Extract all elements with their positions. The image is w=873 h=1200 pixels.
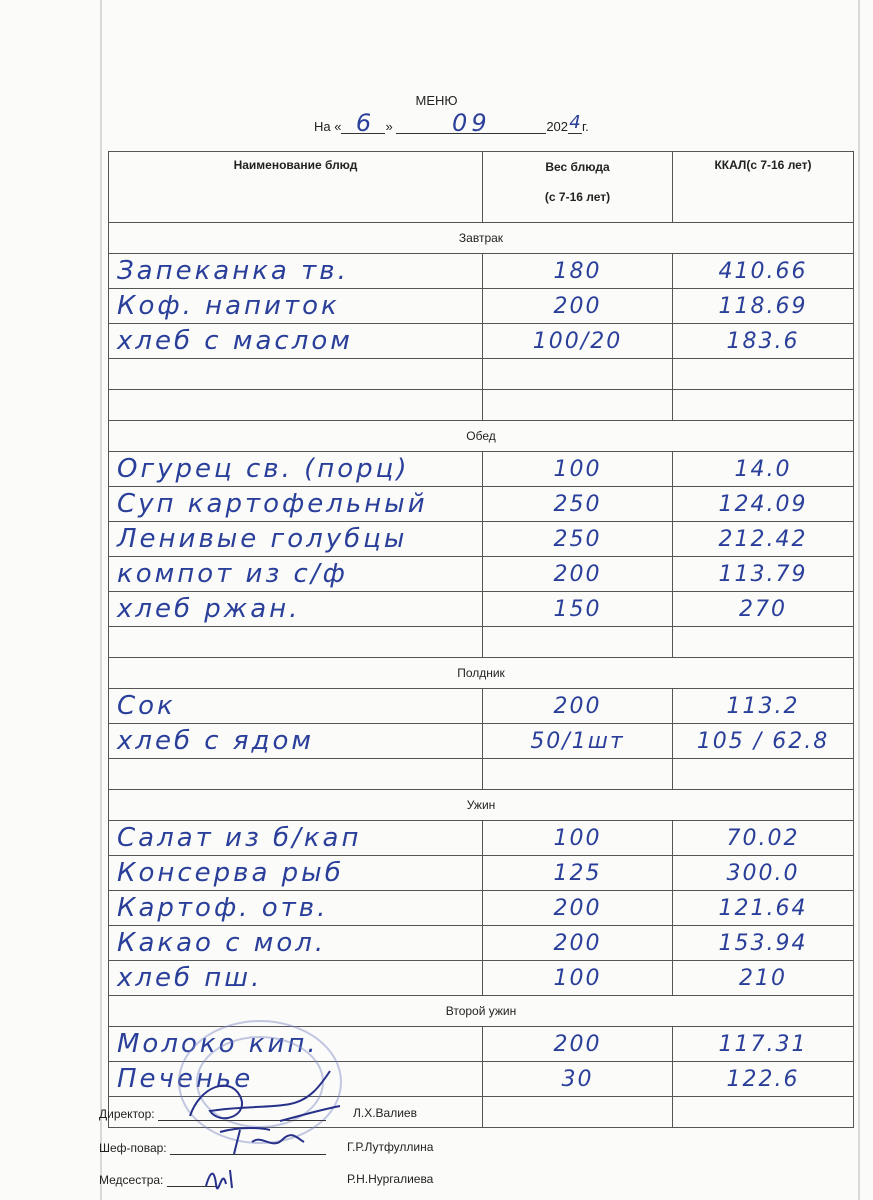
- day-value: 6: [355, 109, 372, 137]
- table-row: [109, 522, 854, 557]
- table-row: [109, 592, 854, 627]
- menu-table: [108, 151, 854, 1128]
- dish-weight: 100: [553, 965, 602, 991]
- signature-role: Директор:: [99, 1107, 155, 1121]
- dish-name: Сок: [117, 691, 176, 721]
- dish-kcal: 124.09: [718, 491, 808, 517]
- dish-kcal: 113.79: [718, 561, 808, 587]
- col-weight-line1: Вес блюда: [545, 160, 610, 174]
- empty-row: [109, 390, 854, 421]
- dish-kcal: 212.42: [718, 526, 808, 552]
- dish-kcal: 153.94: [718, 930, 808, 956]
- year-prefix: 202: [546, 119, 569, 134]
- dish-name: Картоф. отв.: [117, 893, 329, 923]
- dish-name: Печенье: [117, 1064, 254, 1094]
- dish-kcal: 70.02: [726, 825, 800, 851]
- dish-name: Огурец св. (порц): [117, 454, 410, 484]
- dish-name: хлеб с ядом: [117, 726, 314, 756]
- section-title: Обед: [109, 421, 854, 452]
- dish-weight: 100/20: [532, 328, 623, 354]
- col-weight-header: [483, 152, 673, 223]
- table-row: [109, 487, 854, 522]
- dish-kcal: 183.6: [726, 328, 800, 354]
- dish-name: Какао с мол.: [117, 928, 327, 958]
- section-title: Второй ужин: [109, 996, 854, 1027]
- page-title: МЕНЮ: [415, 93, 458, 108]
- dish-weight: 100: [553, 825, 602, 851]
- signature-name: Л.Х.Валиев: [353, 1106, 417, 1120]
- month-slot: [396, 109, 546, 137]
- table-row: [109, 856, 854, 891]
- signature-role: Шеф-повар:: [99, 1141, 167, 1155]
- year-suffix: г.: [582, 119, 589, 134]
- section-title: Полдник: [109, 658, 854, 689]
- dish-kcal: 410.66: [718, 258, 808, 284]
- dish-name: хлеб пш.: [117, 963, 263, 993]
- dish-weight: 200: [553, 1031, 602, 1057]
- scan-edge-right: [858, 0, 860, 1200]
- dish-weight: 30: [561, 1066, 594, 1092]
- dish-name: Ленивые голубцы: [117, 524, 408, 554]
- dish-kcal: 105 / 62.8: [696, 728, 830, 754]
- date-prefix: На «: [314, 119, 342, 134]
- signature-name: Р.Н.Нургалиева: [347, 1172, 434, 1186]
- year-slot: [568, 112, 582, 134]
- table-row: [109, 254, 854, 289]
- table-row: [109, 891, 854, 926]
- dish-kcal: 270: [739, 596, 787, 622]
- year-digit: 4: [569, 112, 581, 133]
- col-kcal-header: ККАЛ(с 7-16 лет): [673, 152, 854, 223]
- section-row: [109, 996, 854, 1027]
- dish-weight: 250: [553, 491, 602, 517]
- dish-kcal: 300.0: [726, 860, 800, 886]
- dish-kcal: 118.69: [718, 293, 808, 319]
- col-name-header: Наименование блюд: [109, 152, 483, 223]
- dish-weight: 200: [553, 930, 602, 956]
- dish-name: хлеб с маслом: [117, 326, 353, 356]
- dish-weight: 180: [553, 258, 602, 284]
- section-row: [109, 421, 854, 452]
- dish-kcal: 113.2: [726, 693, 800, 719]
- dish-kcal: 117.31: [718, 1031, 808, 1057]
- table-row: [109, 289, 854, 324]
- dish-kcal: 122.6: [726, 1066, 800, 1092]
- dish-weight: 50/1шт: [530, 728, 625, 754]
- table-row: [109, 724, 854, 759]
- scan-edge-left: [100, 0, 102, 1200]
- dish-weight: 125: [553, 860, 602, 886]
- dish-weight: 100: [553, 456, 602, 482]
- empty-row: [109, 759, 854, 790]
- chef-signature-mark: [212, 1120, 312, 1160]
- dish-weight: 200: [553, 561, 602, 587]
- dish-kcal: 210: [739, 965, 787, 991]
- day-suffix: »: [385, 119, 393, 134]
- dish-weight: 200: [553, 693, 602, 719]
- table-row: [109, 926, 854, 961]
- date-line: [314, 109, 589, 137]
- dish-name: Суп картофельный: [117, 489, 428, 519]
- table-row: [109, 961, 854, 996]
- empty-row: [109, 627, 854, 658]
- dish-weight: 250: [553, 526, 602, 552]
- dish-kcal: 121.64: [718, 895, 808, 921]
- dish-name: хлеб ржан.: [117, 594, 301, 624]
- section-row: [109, 223, 854, 254]
- section-row: [109, 658, 854, 689]
- section-title: Ужин: [109, 790, 854, 821]
- day-slot: [341, 109, 385, 137]
- table-row: [109, 821, 854, 856]
- table-row: [109, 557, 854, 592]
- col-weight-line2: (с 7-16 лет): [544, 190, 611, 204]
- table-row: [109, 324, 854, 359]
- table-header-row: [109, 152, 854, 223]
- dish-name: компот из с/ф: [117, 559, 348, 589]
- signature-role: Медсестра:: [99, 1173, 164, 1187]
- dish-name: Салат из б/кап: [117, 823, 362, 853]
- section-title: Завтрак: [109, 223, 854, 254]
- empty-row: [109, 359, 854, 390]
- month-value: 09: [452, 109, 491, 137]
- dish-name: Молоко кип.: [117, 1029, 319, 1059]
- table-row: [109, 689, 854, 724]
- signature-name: Г.Р.Лутфуллина: [347, 1140, 434, 1154]
- dish-name: Консерва рыб: [117, 858, 344, 888]
- nurse-signature-mark: [200, 1162, 240, 1192]
- dish-kcal: 14.0: [734, 456, 792, 482]
- section-row: [109, 790, 854, 821]
- table-row: [109, 452, 854, 487]
- dish-weight: 150: [553, 596, 602, 622]
- dish-name: Запеканка тв.: [117, 256, 349, 286]
- dish-name: Коф. напиток: [117, 291, 340, 321]
- dish-weight: 200: [553, 895, 602, 921]
- dish-weight: 200: [553, 293, 602, 319]
